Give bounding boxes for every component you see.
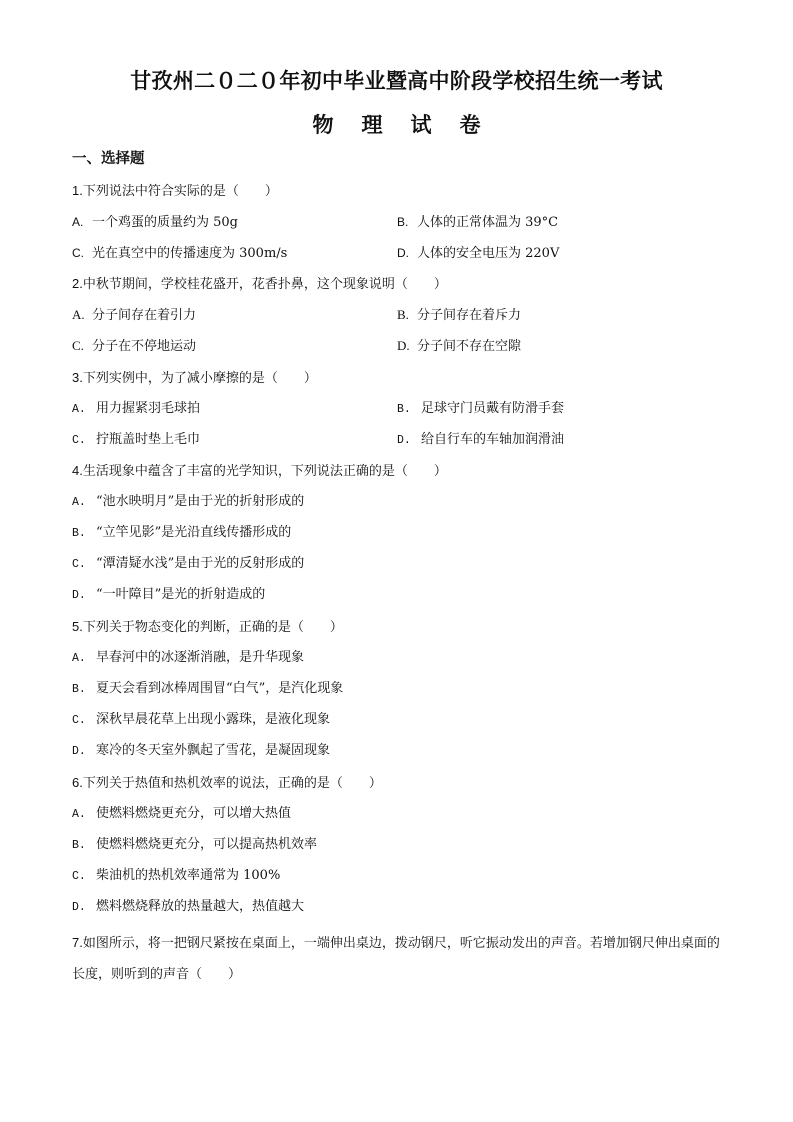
option-letter: B. [72, 839, 86, 852]
question-5-option-a [72, 648, 304, 669]
option-text: 人体的安全电压为 220V [417, 246, 560, 261]
option-letter: C. [72, 714, 86, 727]
option-letter: A. [72, 215, 84, 229]
question-5-option-d [72, 741, 330, 762]
option-letter: A. [72, 652, 86, 665]
question-number: 7. [72, 935, 83, 950]
option-text: “立竿见影”是光沿直线传播形成的 [96, 525, 292, 540]
question-2-stem [72, 274, 447, 295]
option-letter: C. [72, 246, 84, 260]
question-number: 4. [72, 463, 83, 478]
question-text: 下列关于热值和热机效率的说法，正确的是（ ） [82, 776, 382, 791]
option-text: 给自行车的车轴加润滑油 [421, 432, 565, 447]
question-text: 中秋节期间，学校桂花盛开，花香扑鼻，这个现象说明（ ） [82, 277, 447, 292]
question-1-option-a [72, 212, 238, 233]
question-7-stem [72, 927, 722, 990]
question-6-option-d [72, 897, 304, 918]
option-text: 光在真空中的传播速度为 300m/s [92, 246, 288, 261]
question-5-option-c [72, 710, 330, 731]
option-text: 分子间存在着引力 [92, 308, 197, 323]
question-1-option-d [397, 243, 559, 264]
question-2-option-b [397, 305, 521, 326]
option-letter: B. [397, 215, 409, 229]
option-text: 柴油机的热机效率通常为 100% [96, 868, 281, 883]
option-text: 分子间不存在空隙 [417, 339, 522, 354]
option-letter: C. [72, 870, 86, 883]
option-text: 一个鸡蛋的质量约为 50g [92, 215, 238, 230]
question-5-option-b [72, 679, 343, 700]
question-text: 下列关于物态变化的判断，正确的是（ ） [82, 620, 343, 635]
option-letter: C. [72, 338, 84, 353]
question-6-option-a [72, 804, 291, 825]
question-3-option-a [72, 399, 200, 420]
question-4-option-c [72, 554, 304, 575]
question-1-option-b [397, 212, 558, 233]
option-text: “一叶障目”是光的折射造成的 [96, 587, 266, 602]
question-1-option-c [72, 243, 287, 264]
option-text: “潭清疑水浅”是由于光的反射形成的 [96, 556, 305, 571]
option-letter: A. [72, 808, 86, 821]
subtitle-char: 理 [361, 113, 383, 137]
option-text: 人体的正常体温为 39°C [417, 215, 559, 230]
option-letter: A. [72, 307, 85, 322]
exam-subtitle [0, 110, 793, 140]
option-letter: D. [397, 246, 409, 260]
option-text: 拧瓶盖时垫上毛巾 [96, 432, 201, 447]
question-2-option-a [72, 305, 196, 326]
subtitle-char: 卷 [459, 113, 481, 137]
question-text: 下列说法中符合实际的是（ ） [82, 184, 278, 199]
question-2-option-d [397, 336, 521, 357]
question-text: 下列实例中，为了减小摩擦的是（ ） [82, 371, 317, 386]
subtitle-char: 物 [312, 113, 334, 137]
question-number: 1. [72, 183, 83, 198]
question-5-stem [72, 617, 343, 638]
question-4-option-d [72, 585, 265, 606]
option-text: 寒冷的冬天室外飘起了雪花，是凝固现象 [96, 743, 331, 758]
option-letter: C. [72, 434, 86, 447]
question-1-stem [72, 181, 278, 202]
question-6-stem [72, 773, 382, 794]
question-number: 6. [72, 775, 83, 790]
section-heading: 一、选择题 [72, 151, 145, 167]
question-text: 生活现象中蕴含了丰富的光学知识，下列说法正确的是（ ） [82, 464, 447, 479]
question-4-option-a [72, 492, 304, 513]
option-text: 使燃料燃烧更充分，可以提高热机效率 [96, 837, 318, 852]
option-text: 分子在不停地运动 [92, 339, 197, 354]
exam-title: 甘孜州二０二０年初中毕业暨高中阶段学校招生统一考试 [130, 69, 663, 93]
option-text: 用力握紧羽毛球拍 [96, 401, 201, 416]
option-letter: A. [72, 403, 86, 416]
question-number: 3. [72, 370, 83, 385]
question-6-option-b [72, 835, 317, 856]
question-4-stem [72, 461, 447, 482]
option-text: 燃料燃烧释放的热量越大，热值越大 [96, 899, 305, 914]
question-3-option-c [72, 430, 200, 451]
option-letter: D. [397, 434, 411, 447]
option-text: 早春河中的冰逐渐消融，是升华现象 [96, 650, 305, 665]
option-text: 足球守门员戴有防滑手套 [421, 401, 565, 416]
option-letter: B. [72, 683, 86, 696]
question-number: 5. [72, 619, 83, 634]
question-4-option-b [72, 523, 291, 544]
option-letter: D. [397, 338, 410, 353]
question-number: 2. [72, 276, 83, 291]
option-letter: B. [397, 307, 409, 322]
question-6-option-c [72, 866, 280, 887]
option-text: “池水映明月”是由于光的折射形成的 [96, 494, 305, 509]
question-text: 如图所示，将一把钢尺紧按在桌面上，一端伸出桌边，拨动钢尺，听它振动发出的声音。若增加钢尺伸出桌面的长度，则听到的声音（ ） [72, 936, 720, 982]
option-letter: B. [72, 527, 86, 540]
question-3-option-b [397, 399, 564, 420]
option-text: 使燃料燃烧更充分，可以增大热值 [96, 806, 292, 821]
option-letter: D. [72, 901, 86, 914]
option-letter: A. [72, 496, 86, 509]
option-letter: D. [72, 589, 86, 602]
option-letter: B. [397, 403, 411, 416]
option-text: 分子间存在着斥力 [417, 308, 522, 323]
option-text: 夏天会看到冰棒周围冒“白气”，是汽化现象 [96, 681, 344, 696]
question-3-option-d [397, 430, 564, 451]
option-letter: C. [72, 558, 86, 571]
option-letter: D. [72, 745, 86, 758]
subtitle-char: 试 [410, 113, 432, 137]
question-3-stem [72, 368, 317, 389]
question-2-option-c [72, 336, 196, 357]
option-text: 深秋早晨花草上出现小露珠，是液化现象 [96, 712, 331, 727]
